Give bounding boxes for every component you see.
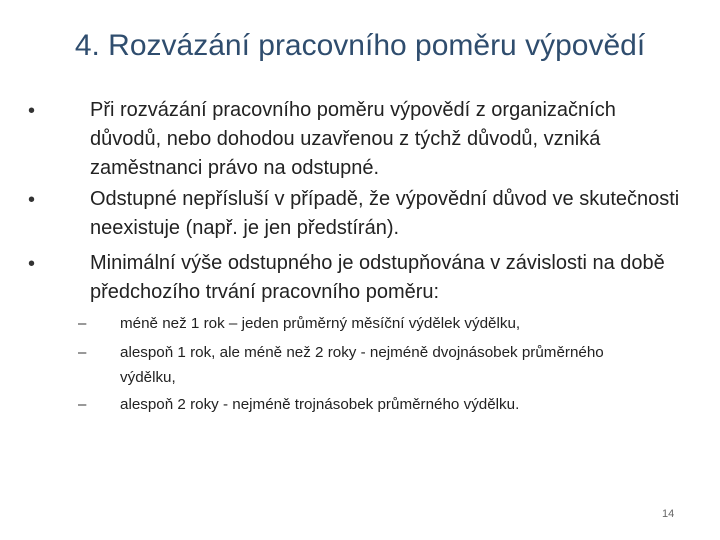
sub-bullet-text: alespoň 2 roky - nejméně trojnásobek průměrného výdělku. <box>120 396 520 413</box>
sub-bullet-marker: – <box>78 315 87 332</box>
bullet-text: Při rozvázání pracovního poměru výpovědí z organizačních důvodů, nebo dohodou uzavřenou z týchž důvodů, vzniká zaměstnanci právo na odstupné. <box>90 99 616 179</box>
bullet-text: Minimální výše odstupného je odstupňována v závislosti na době předchozího trvání pracovního poměru: <box>90 252 665 303</box>
bullet-text: Odstupné nepřísluší v případě, že výpovědní důvod ve skutečnosti neexistuje (např. je jen předstírán). <box>90 188 680 239</box>
sub-bullet-text: alespoň 1 rok, ale méně než 2 roky - nejméně dvojnásobek průměrného výdělku, <box>120 344 604 386</box>
sub-bullet-marker: – <box>78 396 87 413</box>
page-number: 14 <box>662 508 675 520</box>
bullet-marker: • <box>28 189 36 211</box>
bullet-marker: • <box>28 253 36 275</box>
sub-bullet-marker: – <box>78 344 87 361</box>
bullet-marker: • <box>28 100 36 122</box>
sub-bullet-text: méně než 1 rok – jeden průměrný měsíční výdělek výdělku, <box>120 315 521 332</box>
slide-title: 4. Rozvázání pracovního poměru výpovědí <box>74 29 646 62</box>
